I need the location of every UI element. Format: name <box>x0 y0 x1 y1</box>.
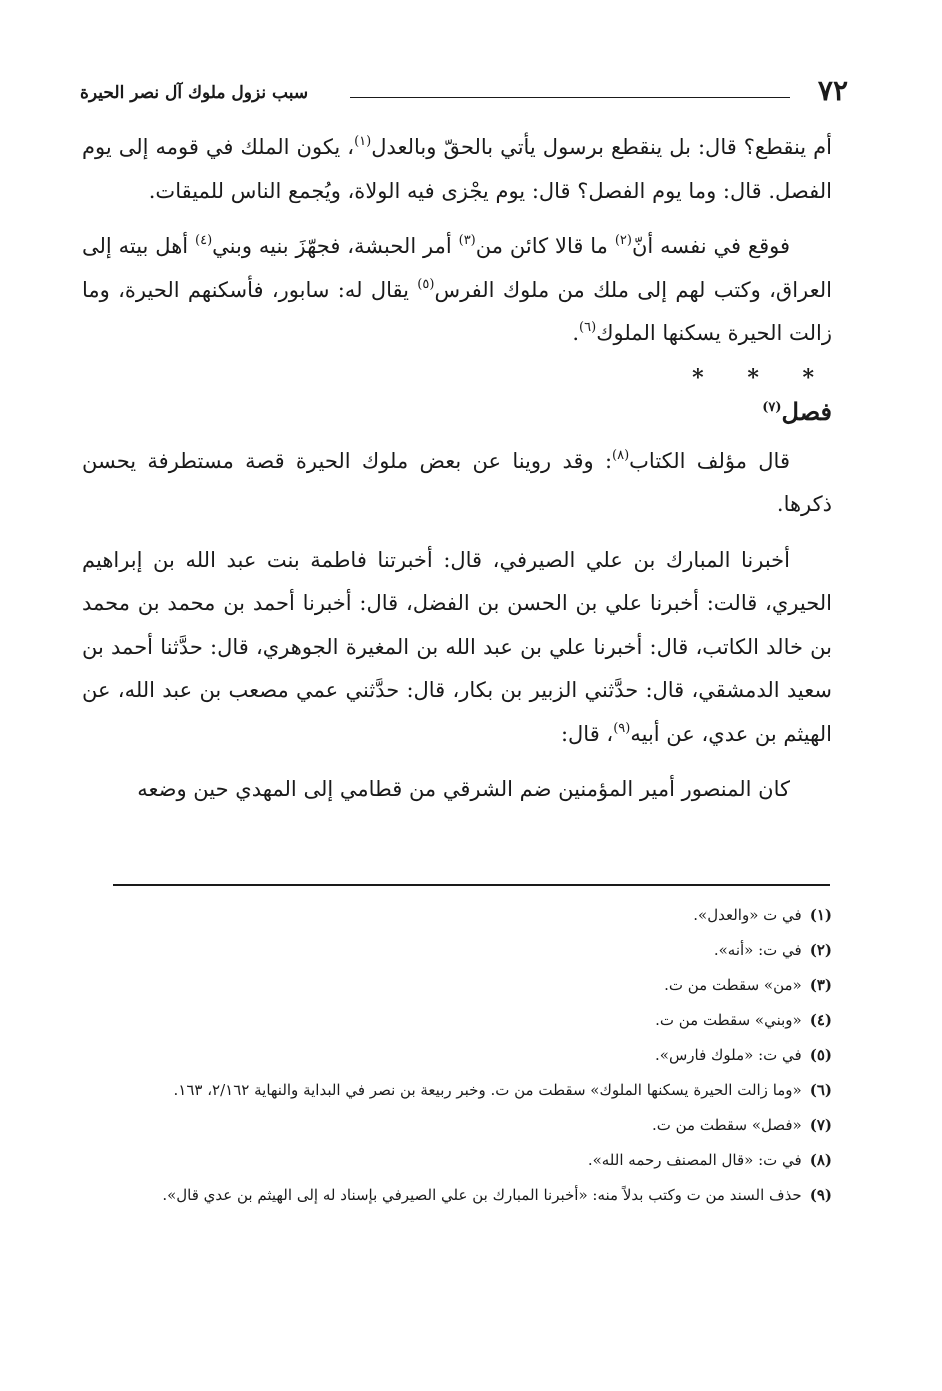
footnote-separator <box>113 884 830 886</box>
footnote-text: «فصل» سقطت من ت. <box>651 1116 802 1134</box>
footnote-text: في ت: «ملوك فارس». <box>655 1046 802 1064</box>
footnote-2 <box>82 933 832 968</box>
footnote-5 <box>82 1038 832 1073</box>
footnote-ref: (٦) <box>579 320 597 335</box>
text-run: . <box>572 321 580 345</box>
text-run: فوقع في نفسه أنّ <box>631 234 790 258</box>
footnote-ref: (٣) <box>458 233 476 248</box>
footnote-ref: (٢) <box>614 233 632 248</box>
text-run: ما قالا كائن من <box>475 234 615 258</box>
footnote-ref: (٥) <box>417 276 435 292</box>
paragraph-1 <box>82 126 832 213</box>
footnote-text: في ت «والعدل». <box>693 906 802 924</box>
footnote-4 <box>82 1003 832 1038</box>
footnote-text: «وما زالت الحيرة يسكنها الملوك» سقطت من ت. وخبر ربيعة بن نصر في البداية والنهاية ٢/١٦٢، ١٦٣. <box>173 1081 802 1099</box>
main-text <box>82 126 832 824</box>
text-run: قال مؤلف الكتاب <box>629 448 790 473</box>
footnote-8 <box>82 1143 832 1178</box>
footnote-number: (٧) <box>809 1116 832 1134</box>
section-divider-stars: * * * <box>692 364 832 391</box>
footnote-text: حذف السند من ت وكتب بدلاً منه: «أخبرنا المبارك بن علي الصيرفي بإسناد له إلى الهيثم بن عدي قال». <box>162 1186 802 1204</box>
footnote-7 <box>82 1108 832 1143</box>
footnote-text: في ت: «قال المصنف رحمه الله». <box>587 1151 802 1169</box>
text-run: أم ينقطع؟ قال: بل ينقطع برسول يأتي بالحقّ وبالعدل <box>371 135 833 159</box>
footnote-ref: (٩) <box>613 720 631 736</box>
text-run: أمر الحبشة، فجهّزَ بنيه وبني <box>212 234 459 258</box>
footnote-number: (٩) <box>809 1186 832 1204</box>
footnote-number: (٢) <box>809 941 832 959</box>
footnote-number: (١) <box>809 906 832 924</box>
text-run: أخبرنا المبارك بن علي الصيرفي، قال: أخبرتنا فاطمة بنت عبد الله بن إبراهيم الحيري، قالت: أخبرنا علي بن الحسن بن الفضل، قال: أخبرنا أحمد بن محمد بن محمد بن خالد الكاتب، قال: أخبرنا علي بن عبد الله بن المغيرة الجوهري، قال: حدَّثنا أحمد بن سعيد الدمشقي، قال: حدَّثني الزبير بن بكار، قال: حدَّثني عمي مصعب بن عبد الله، عن الهيثم بن عدي، عن أبيه <box>82 547 832 746</box>
footnotes <box>82 898 832 1213</box>
footnote-ref: (٧) <box>762 399 782 415</box>
text-run: ، قال: <box>560 721 614 746</box>
text-run: يقال له: سابور، فأسكنهم الحيرة، وما زالت الحيرة يسكنها الملوك <box>82 277 832 345</box>
header-rule <box>350 97 790 98</box>
footnote-ref: (٨) <box>612 447 630 463</box>
footnote-number: (٣) <box>809 976 832 994</box>
footnote-1 <box>82 898 832 933</box>
page-number: ٧٢ <box>817 74 848 107</box>
footnote-6 <box>82 1073 832 1108</box>
paragraph-3 <box>82 440 832 527</box>
footnote-number: (٤) <box>809 1011 832 1029</box>
footnote-3 <box>82 968 832 1003</box>
footnote-ref: (١) <box>354 134 372 149</box>
paragraph-4 <box>82 539 832 757</box>
section-title-text: فصل <box>781 396 832 426</box>
footnote-number: (٥) <box>809 1046 832 1064</box>
text-run: : وقد روينا عن بعض ملوك الحيرة قصة مستطرفة يحسن ذكرها. <box>82 448 832 516</box>
footnote-text: «من» سقطت من ت. <box>664 976 802 994</box>
footnote-number: (٦) <box>809 1081 832 1099</box>
text-run: ، يكون الملك في قومه إلى يوم الفصل. قال: وما يوم الفصل؟ قال: يوم يجْزى فيه الولاة، ويُجمع الناس للميقات. <box>82 135 832 203</box>
running-header <box>80 74 848 108</box>
footnote-ref: (٤) <box>195 233 213 248</box>
section-title <box>82 390 832 434</box>
paragraph-2 <box>82 225 832 356</box>
footnote-9 <box>82 1178 832 1213</box>
footnote-text: في ت: «أنه». <box>713 941 802 959</box>
footnote-text: «وبني» سقطت من ت. <box>655 1011 802 1029</box>
running-title: سبب نزول ملوك آل نصر الحيرة <box>80 83 309 103</box>
footnote-number: (٨) <box>809 1151 832 1169</box>
paragraph-5: كان المنصور أمير المؤمنين ضم الشرقي من قطامي إلى المهدي حين وضعه <box>137 777 790 801</box>
text-run: أهل بيته إلى العراق، وكتب لهم إلى ملك من ملوك الفرس <box>82 234 832 302</box>
